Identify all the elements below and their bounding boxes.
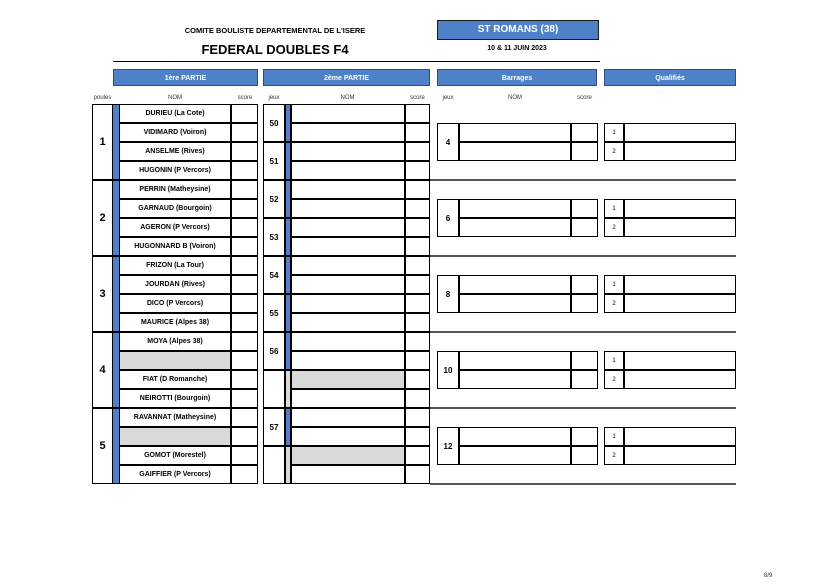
block-separator [430, 407, 736, 409]
col-score-3: score [577, 95, 592, 101]
team-name: MOYA (Alpes 38) [119, 332, 231, 351]
team-name: VIDIMARD (Voiron) [119, 123, 231, 142]
block-separator [430, 331, 736, 333]
team-name: HUGONNARD B (Voiron) [119, 237, 231, 256]
col-nom-3: NOM [508, 95, 522, 101]
col-jeux-3: jeux [442, 95, 454, 101]
col-nom-2: NOM [340, 95, 355, 101]
block-separator [430, 483, 736, 485]
match-number: 50 [263, 104, 285, 142]
qualified-rank: 1 [604, 351, 624, 370]
team-name: FRIZON (La Tour) [119, 256, 231, 275]
partie2-frame [263, 104, 430, 180]
page-number: 8/9 [764, 573, 773, 579]
col-score-2: score [410, 95, 425, 101]
qualified-rank: 2 [604, 294, 624, 313]
match-number: 56 [263, 332, 285, 370]
qualified-frame [604, 199, 736, 237]
team-name: JOURDAN (Rives) [119, 275, 231, 294]
location-badge: ST ROMANS (38) [437, 20, 599, 40]
page-title: FEDERAL DOUBLES F4 [201, 42, 349, 57]
section-qualifies: Qualifiés [604, 69, 736, 86]
col-jeux-2: jeux [268, 95, 280, 101]
barrage-number: 12 [437, 427, 459, 465]
section-2eme-partie: 2ème PARTIE [263, 69, 430, 86]
team-name: MAURICE (Alpes 38) [119, 313, 231, 332]
team-name: ANSELME (Rives) [119, 142, 231, 161]
qualified-rank: 1 [604, 123, 624, 142]
match-number: 57 [263, 408, 285, 446]
barrage-frame [437, 275, 598, 313]
match-number: 53 [263, 218, 285, 256]
partie2-frame [263, 180, 430, 256]
qualified-rank: 2 [604, 446, 624, 465]
team-name: DICO (P Vercors) [119, 294, 231, 313]
barrage-frame [437, 427, 598, 465]
match-number: 51 [263, 142, 285, 180]
match-number: 55 [263, 294, 285, 332]
team-name: HUGONIN (P Vercors) [119, 161, 231, 180]
team-name: PERRIN (Matheysine) [119, 180, 231, 199]
team-name: NEIROTTI (Bourgoin) [119, 389, 231, 408]
event-date: 10 & 11 JUIN 2023 [487, 45, 547, 52]
team-name: AGERON (P Vercors) [119, 218, 231, 237]
col-score-1: score [237, 95, 253, 101]
poule-number: 4 [92, 332, 113, 408]
poule-frame [92, 180, 258, 256]
qualified-frame [604, 123, 736, 161]
poule-frame [92, 408, 258, 484]
partie2-frame [263, 408, 430, 484]
barrage-number: 8 [437, 275, 459, 313]
header-divider [113, 61, 600, 62]
match-number: 52 [263, 180, 285, 218]
poule-frame [92, 332, 258, 408]
team-name: DURIEU (La Cote) [119, 104, 231, 123]
qualified-rank: 1 [604, 427, 624, 446]
barrage-frame [437, 199, 598, 237]
barrage-number: 10 [437, 351, 459, 389]
team-name: RAVANNAT (Matheysine) [119, 408, 231, 427]
team-name: GAIFFIER (P Vercors) [119, 465, 231, 484]
poule-number: 1 [92, 104, 113, 180]
col-poules: poules [93, 95, 112, 101]
qualified-frame [604, 275, 736, 313]
section-1ere-partie: 1ère PARTIE [113, 69, 258, 86]
committee-title: COMITE BOULISTE DEPARTEMENTAL DE L'ISERE [184, 26, 366, 35]
team-name: GARNAUD (Bourgoin) [119, 199, 231, 218]
barrage-frame [437, 123, 598, 161]
barrage-frame [437, 351, 598, 389]
team-name: GOMOT (Morestel) [119, 446, 231, 465]
poule-number: 2 [92, 180, 113, 256]
block-separator [430, 255, 736, 257]
barrage-number: 6 [437, 199, 459, 237]
section-barrages: Barrages [437, 69, 597, 86]
col-nom-1: NOM [168, 95, 182, 101]
qualified-rank: 2 [604, 370, 624, 389]
partie2-frame [263, 256, 430, 332]
partie2-frame [263, 332, 430, 408]
poule-number: 5 [92, 408, 113, 484]
block-separator [430, 179, 736, 181]
poule-frame [92, 104, 258, 180]
team-name: FIAT (D Romanche) [119, 370, 231, 389]
qualified-rank: 1 [604, 199, 624, 218]
qualified-rank: 2 [604, 142, 624, 161]
qualified-frame [604, 351, 736, 389]
qualified-rank: 1 [604, 275, 624, 294]
poule-number: 3 [92, 256, 113, 332]
qualified-frame [604, 427, 736, 465]
match-number: 54 [263, 256, 285, 294]
barrage-number: 4 [437, 123, 459, 161]
poule-frame [92, 256, 258, 332]
qualified-rank: 2 [604, 218, 624, 237]
